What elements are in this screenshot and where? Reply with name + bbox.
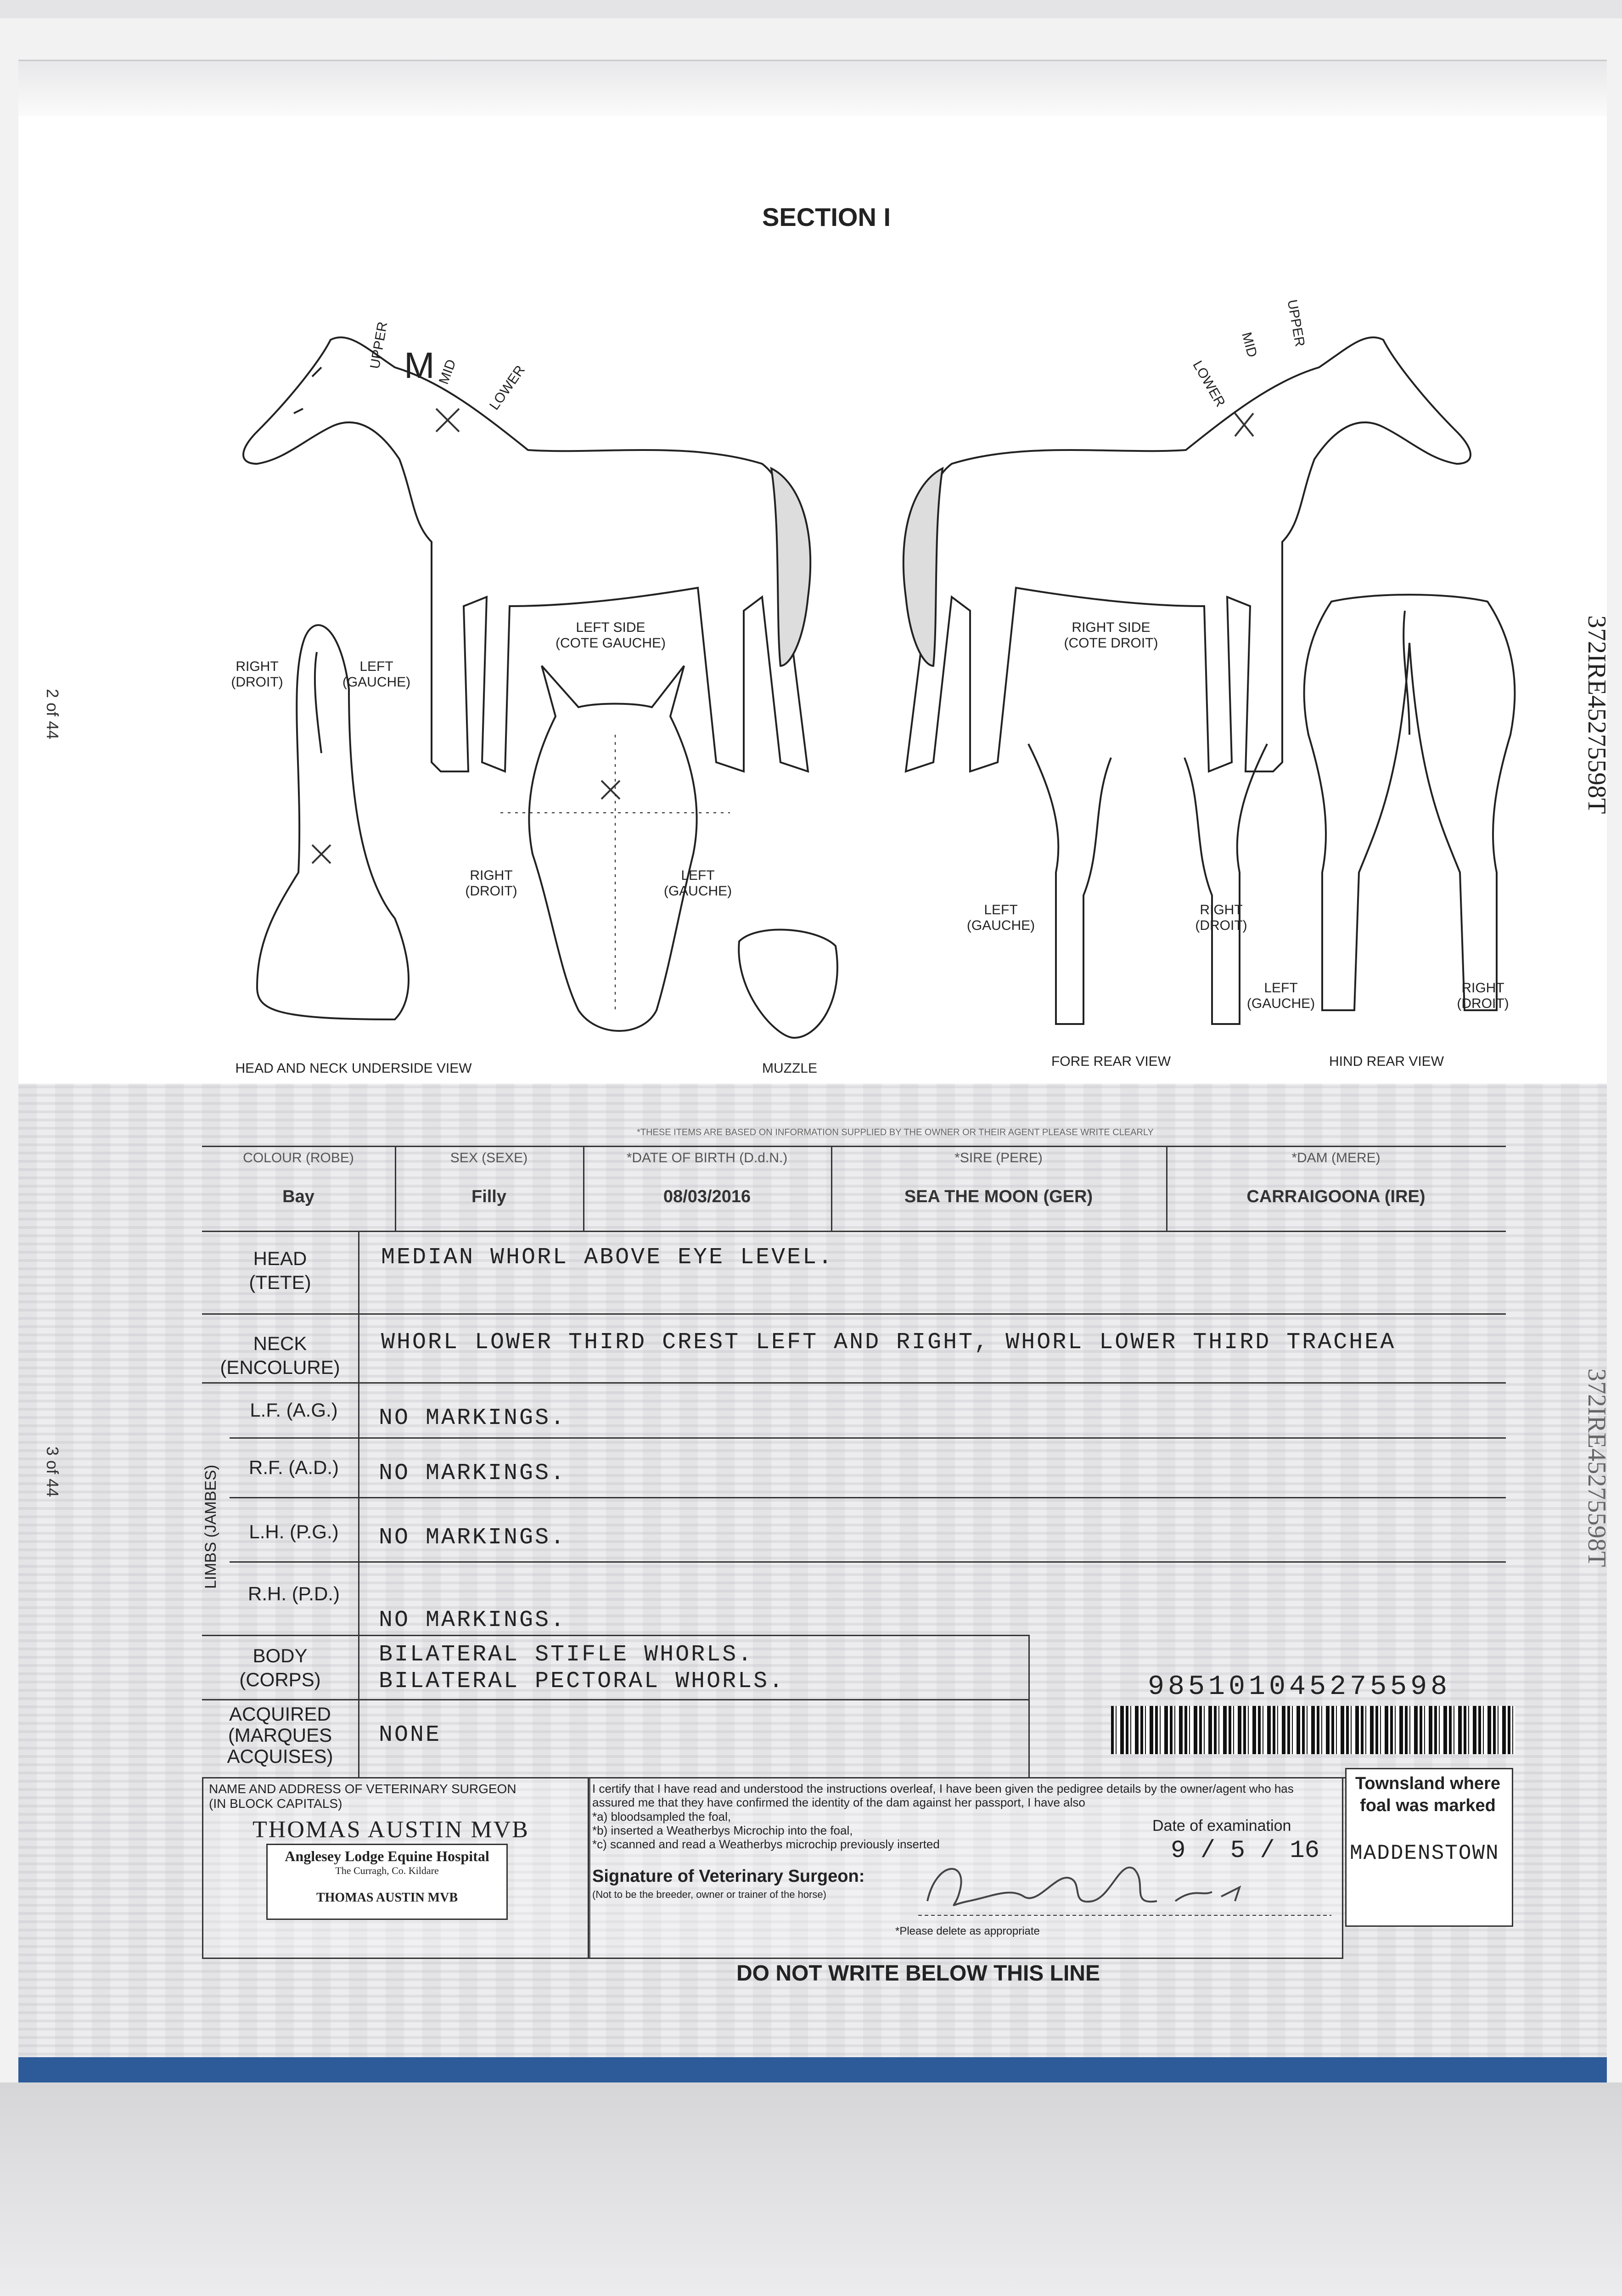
section-title: SECTION I (762, 203, 891, 231)
vet-signature (918, 1832, 1285, 1924)
fore-right-label: RIGHT (DROIT) (1195, 902, 1247, 933)
sex-value: Filly (471, 1187, 507, 1206)
dam-value: CARRAIGOONA (IRE) (1246, 1187, 1426, 1206)
muzzle-drawing (739, 930, 837, 1038)
right-side-horse-drawing (904, 338, 1470, 771)
head-right-label: RIGHT (DROIT) (465, 868, 517, 899)
sire-header: *SIRE (PERE) (954, 1150, 1043, 1165)
mid-label-left: MID (436, 357, 459, 387)
certification-item-b: *b) inserted a Weatherbys Microchip into the foal, (592, 1823, 853, 1837)
fore-left-label: LEFT (GAUCHE) (966, 902, 1035, 933)
signature-line (918, 1915, 1331, 1916)
sex-header: SEX (SEXE) (450, 1150, 528, 1165)
row-line (202, 1382, 1506, 1384)
fore-rear-view-drawing (1028, 744, 1267, 1024)
left-side-horse-drawing (243, 338, 810, 771)
marking-m-label: M (404, 345, 435, 386)
dob-value: 08/03/2016 (663, 1187, 751, 1206)
vet-name-header: NAME AND ADDRESS OF VETERINARY SURGEON (IN BLOCK CAPITALS) (209, 1782, 516, 1811)
certification-item-a: *a) bloodsampled the foal, (592, 1810, 731, 1823)
front-head-drawing (500, 666, 730, 1031)
row-line (202, 1313, 1506, 1315)
row-line (202, 1699, 1028, 1700)
sire-value: SEA THE MOON (GER) (904, 1187, 1093, 1206)
row-line (230, 1561, 1506, 1563)
hind-rear-view-label: HIND REAR VIEW (1329, 1054, 1444, 1069)
lf-row-label: L.F. (A.G.) (250, 1399, 338, 1421)
colour-value: Bay (282, 1187, 314, 1206)
horse-diagrams (0, 0, 1622, 1102)
stamp-name: THOMAS AUSTIN MVB (316, 1891, 458, 1905)
stamp-address: The Curragh, Co. Kildare (335, 1865, 439, 1876)
microchip-barcode (1111, 1706, 1515, 1754)
scan-shadow (0, 2082, 1622, 2296)
upper-label-right: UPPER (1284, 298, 1308, 348)
dam-header: *DAM (MERE) (1291, 1150, 1381, 1165)
dob-header: *DATE OF BIRTH (D.d.N.) (626, 1150, 788, 1165)
passport-cover-edge (18, 2057, 1607, 2082)
signature-label: Signature of Veterinary Surgeon: (592, 1867, 865, 1886)
delete-note: *Please delete as appropriate (895, 1925, 1040, 1937)
acquired-marking-value: NONE (379, 1722, 442, 1748)
head-marking-value: MEDIAN WHORL ABOVE EYE LEVEL. (381, 1244, 834, 1271)
right-side-label: RIGHT SIDE (COTE DROIT) (1064, 620, 1158, 651)
table-identity-bottom-line (202, 1231, 1506, 1232)
page-number-bottom: 3 of 44 (43, 1446, 62, 1497)
lh-marking-value: NO MARKINGS. (379, 1525, 567, 1551)
head-row-label: HEAD (TETE) (249, 1248, 311, 1293)
hind-rear-view-drawing (1304, 595, 1515, 1010)
neck-left-label: LEFT (GAUCHE) (342, 659, 411, 690)
label-col-divider (358, 1231, 359, 1777)
owner-info-note: *THESE ITEMS ARE BASED ON INFORMATION SUPPLIED BY THE OWNER OR THEIR AGENT PLEASE WRITE CLEARLY (637, 1127, 1154, 1137)
acquired-row-label: ACQUIRED (MARQUES ACQUISES) (227, 1703, 333, 1767)
head-left-label: LEFT (GAUCHE) (663, 868, 732, 899)
table-top-line (202, 1146, 1506, 1147)
colour-header: COLOUR (ROBE) (243, 1150, 354, 1165)
rf-row-label: R.F. (A.D.) (249, 1457, 339, 1478)
passport-number: 372IRE45275598T (1583, 615, 1611, 814)
stamp-hospital: Anglesey Lodge Equine Hospital (285, 1848, 489, 1864)
vet-stamp (266, 1844, 508, 1920)
certification-text: I certify that I have read and understood the instructions overleaf, I have been given the pedigree details by the owner/agent who has assured me that they have confirmed the identity of the dam against her passport, I have also (592, 1782, 1294, 1809)
left-side-label: LEFT SIDE (COTE GAUCHE) (556, 620, 666, 651)
body-row-label: BODY (CORPS) (239, 1645, 321, 1690)
limbs-label: LIMBS (JAMBES) (202, 1464, 219, 1589)
row-line (230, 1437, 1506, 1439)
rf-marking-value: NO MARKINGS. (379, 1460, 567, 1486)
hind-right-label: RIGHT (DROIT) (1457, 980, 1509, 1011)
muzzle-label: MUZZLE (762, 1061, 817, 1076)
microchip-number: 985101045275598 (1148, 1671, 1451, 1703)
passport-number-faint: 372IRE45275598T (1583, 1368, 1611, 1567)
row-line (202, 1635, 1028, 1636)
neck-row-label: NECK (ENCOLURE) (220, 1333, 340, 1378)
date-value: 9 / 5 / 16 (1171, 1837, 1320, 1865)
lh-row-label: L.H. (P.G.) (249, 1521, 339, 1542)
lf-marking-value: NO MARKINGS. (379, 1405, 567, 1431)
vet-name: THOMAS AUSTIN MVB (253, 1817, 529, 1843)
body-marking-value: BILATERAL STIFLE WHORLS. BILATERAL PECTORAL WHORLS. (379, 1642, 785, 1694)
signature-note: (Not to be the breeder, owner or trainer of the horse) (592, 1889, 826, 1900)
rh-marking-value: NO MARKINGS. (379, 1607, 567, 1633)
body-col-divider (1028, 1635, 1030, 1777)
hind-left-label: LEFT (GAUCHE) (1246, 980, 1315, 1011)
townsland-label: Townsland where foal was marked (1355, 1774, 1500, 1815)
lower-label-left: LOWER (487, 362, 528, 413)
rh-row-label: R.H. (P.D.) (248, 1583, 340, 1604)
neck-right-label: RIGHT (DROIT) (231, 659, 283, 690)
mid-label-right: MID (1239, 331, 1260, 359)
upper-label-left: UPPER (367, 321, 391, 370)
footer-warning: DO NOT WRITE BELOW THIS LINE (736, 1961, 1100, 1986)
lower-label-right: LOWER (1190, 358, 1229, 410)
date-label: Date of examination (1152, 1817, 1291, 1835)
head-neck-view-label: HEAD AND NECK UNDERSIDE VIEW (235, 1061, 472, 1076)
townsland-value: MADDENSTOWN (1350, 1841, 1499, 1865)
page-number-top: 2 of 44 (43, 689, 62, 740)
neck-marking-value: WHORL LOWER THIRD CREST LEFT AND RIGHT, WHORL LOWER THIRD TRACHEA (381, 1329, 1396, 1356)
row-line (230, 1497, 1506, 1498)
fore-rear-view-label: FORE REAR VIEW (1051, 1054, 1171, 1069)
certification-item-c: *c) scanned and read a Weatherbys microchip previously inserted (592, 1837, 940, 1851)
